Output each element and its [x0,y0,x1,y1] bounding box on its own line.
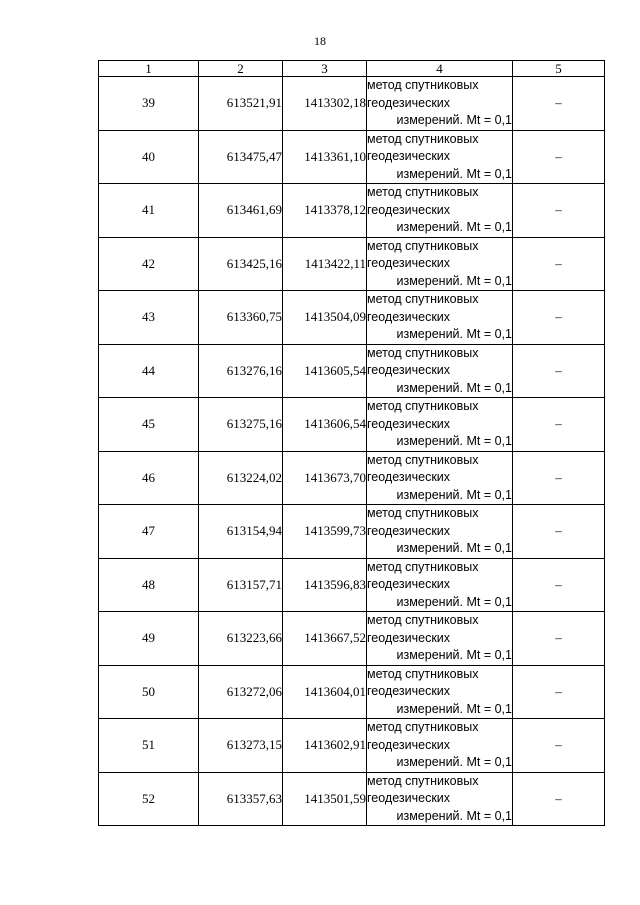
x-coordinate-cell: 613360,75 [199,291,283,345]
method-line: геодезических [367,791,451,805]
method-line: геодезических [367,149,451,163]
method-line: метод спутниковых [367,452,479,467]
note-cell: – [513,130,605,184]
coordinates-table [98,60,605,826]
table-row [99,398,605,452]
point-number-cell: 47 [99,505,199,559]
table-row [99,291,605,345]
point-number-cell: 41 [99,184,199,238]
method-line: измерений. Mt = 0,1 [396,487,512,502]
note-cell: – [513,505,605,559]
y-coordinate-cell: 1413599,73 [283,505,367,559]
table-row [99,451,605,505]
note-cell: – [513,772,605,826]
note-cell: – [513,665,605,719]
column-number-2: 2 [199,61,283,77]
y-coordinate-cell: 1413596,83 [283,558,367,612]
x-coordinate-cell: 613224,02 [199,451,283,505]
table-row [99,612,605,666]
x-coordinate-cell: 613223,66 [199,612,283,666]
method-cell [367,77,513,131]
method-line: метод спутниковых [367,238,479,253]
point-number-cell: 50 [99,665,199,719]
x-coordinate-cell: 613461,69 [199,184,283,238]
method-line: измерений. Mt = 0,1 [396,220,512,234]
method-line: измерений. Mt = 0,1 [396,594,512,609]
point-number-cell: 42 [99,237,199,291]
method-line: измерений. Mt = 0,1 [396,166,512,181]
x-coordinate-cell: 613357,63 [199,772,283,826]
column-number-row [99,61,605,77]
x-coordinate-cell: 613157,71 [199,558,283,612]
method-line: измерений. Mt = 0,1 [396,434,512,448]
method-line: метод спутниковых [367,78,479,92]
column-number-3: 3 [283,61,367,77]
note-cell: – [513,451,605,505]
y-coordinate-cell: 1413667,52 [283,612,367,666]
method-cell [367,237,513,291]
method-line: метод спутниковых [367,131,479,146]
method-cell [367,772,513,826]
table-row [99,505,605,559]
method-line: измерений. Mt = 0,1 [396,380,512,395]
x-coordinate-cell: 613272,06 [199,665,283,719]
method-line: метод спутниковых [367,506,479,520]
method-line: измерений. Mt = 0,1 [396,701,512,716]
method-cell [367,291,513,345]
x-coordinate-cell: 613154,94 [199,505,283,559]
method-cell [367,398,513,452]
method-line: измерений. Mt = 0,1 [396,327,512,341]
method-line: измерений. Mt = 0,1 [396,541,512,555]
table-row [99,130,605,184]
method-line: геодезических [367,737,451,752]
method-line: метод спутниковых [367,613,479,627]
table-row [99,237,605,291]
point-number-cell: 45 [99,398,199,452]
x-coordinate-cell: 613275,16 [199,398,283,452]
y-coordinate-cell: 1413605,54 [283,344,367,398]
method-line: геодезических [367,95,451,110]
method-line: геодезических [367,630,451,645]
note-cell: – [513,612,605,666]
method-line: метод спутниковых [367,185,479,199]
method-line: метод спутниковых [367,292,479,306]
method-cell [367,130,513,184]
point-number-cell: 49 [99,612,199,666]
column-number-1: 1 [99,61,199,77]
y-coordinate-cell: 1413361,10 [283,130,367,184]
y-coordinate-cell: 1413422,11 [283,237,367,291]
method-line: измерений. Mt = 0,1 [396,755,512,769]
point-number-cell: 44 [99,344,199,398]
table-row [99,344,605,398]
method-line: метод спутниковых [367,345,479,360]
note-cell: – [513,77,605,131]
x-coordinate-cell: 613276,16 [199,344,283,398]
table-row [99,558,605,612]
table-row [99,719,605,773]
table-row [99,184,605,238]
method-cell [367,451,513,505]
method-cell [367,505,513,559]
method-line: метод спутниковых [367,559,479,574]
y-coordinate-cell: 1413673,70 [283,451,367,505]
method-line: геодезических [367,256,451,270]
point-number-cell: 51 [99,719,199,773]
table-row [99,665,605,719]
y-coordinate-cell: 1413501,59 [283,772,367,826]
method-line: метод спутниковых [367,666,479,681]
method-line: измерений. Mt = 0,1 [396,648,512,662]
x-coordinate-cell: 613273,15 [199,719,283,773]
method-line: измерений. Mt = 0,1 [396,113,512,127]
method-line: геодезических [367,416,451,431]
table-row [99,772,605,826]
method-line: геодезических [367,309,451,324]
method-line: геодезических [367,470,451,484]
y-coordinate-cell: 1413504,09 [283,291,367,345]
method-line: метод спутниковых [367,399,479,413]
method-cell [367,612,513,666]
column-number-4: 4 [367,61,513,77]
method-line: метод спутниковых [367,720,479,734]
y-coordinate-cell: 1413378,12 [283,184,367,238]
point-number-cell: 48 [99,558,199,612]
method-line: геодезических [367,684,451,698]
point-number-cell: 52 [99,772,199,826]
method-cell [367,665,513,719]
x-coordinate-cell: 613475,47 [199,130,283,184]
note-cell: – [513,184,605,238]
method-line: метод спутниковых [367,773,479,788]
method-line: измерений. Mt = 0,1 [396,273,512,288]
note-cell: – [513,398,605,452]
method-cell [367,719,513,773]
method-cell [367,184,513,238]
method-cell [367,344,513,398]
y-coordinate-cell: 1413302,18 [283,77,367,131]
note-cell: – [513,237,605,291]
y-coordinate-cell: 1413606,54 [283,398,367,452]
x-coordinate-cell: 613425,16 [199,237,283,291]
point-number-cell: 39 [99,77,199,131]
note-cell: – [513,719,605,773]
note-cell: – [513,558,605,612]
method-line: измерений. Mt = 0,1 [396,808,512,823]
method-line: геодезических [367,577,451,591]
column-number-5: 5 [513,61,605,77]
point-number-cell: 43 [99,291,199,345]
point-number-cell: 46 [99,451,199,505]
y-coordinate-cell: 1413604,01 [283,665,367,719]
method-line: геодезических [367,523,451,538]
x-coordinate-cell: 613521,91 [199,77,283,131]
method-line: геодезических [367,363,451,377]
method-line: геодезических [367,202,451,217]
y-coordinate-cell: 1413602,91 [283,719,367,773]
method-cell [367,558,513,612]
table-row [99,77,605,131]
page-number: 18 [314,34,326,48]
point-number-cell: 40 [99,130,199,184]
note-cell: – [513,291,605,345]
note-cell: – [513,344,605,398]
